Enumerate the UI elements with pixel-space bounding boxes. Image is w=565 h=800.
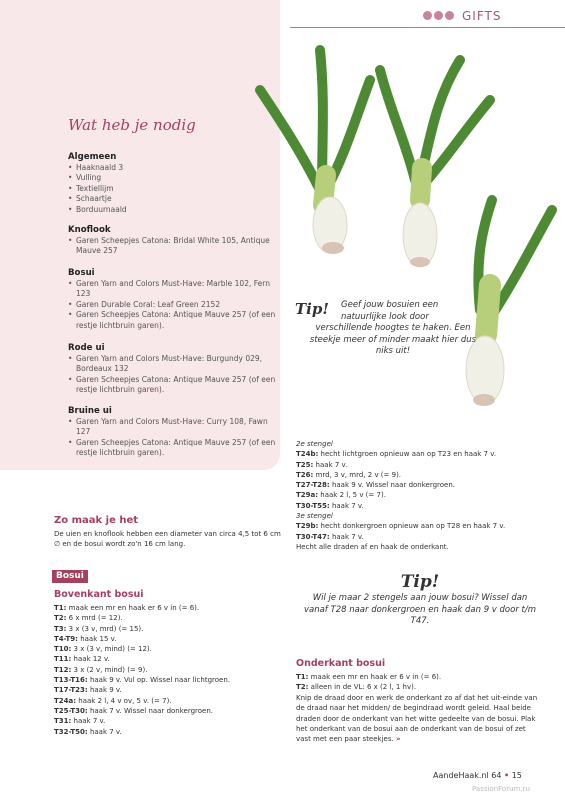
section-badge: Bosui [52,570,88,583]
instruction-row: T26: mrd, 3 v, mrd, 2 v (= 9). [296,470,402,479]
tip-text: Geef jouw bosuien een natuurlijke look door [341,300,439,322]
instruction-row: T2: alleen in de VL: 6 x (2 l, 1 hv). [296,683,417,692]
instruction-row: T12: 3 x (2 v, mind) (= 9). [54,665,148,674]
instruction-row: T25-T30: haak 7 v. Wissel naar donkergroen. [54,706,214,715]
instruction-row: T31: haak 7 v. [54,717,106,726]
instruction-row: T1: maak een mr en haak er 6 v in (= 6). [296,673,442,681]
section-label: GIFTS [462,9,502,23]
tip-word: Tip! [295,300,329,318]
materials-item: • Garen Scheepjes Catona: Bridal White 105, Antique Mauve 257 [68,236,278,257]
materials-item: • Haaknaald 3 [68,163,278,173]
materials-item: • Vulling [68,173,278,183]
materials-item: • Schaartje [68,194,278,204]
instruction-row: T11: haak 12 v. [54,655,110,664]
tip-text: Wil je maar 2 stengels aan jouw bosui? Wissel dan vanaf T28 naar donkergroen en haak dan 9 v door t/m T47. [303,593,537,626]
top-title: Bovenkant bosui [54,589,144,600]
materials-section-title: Bosui [68,268,95,278]
make-title: Zo maak je het [54,515,139,526]
tip-box-2 [300,572,540,628]
materials-item: • Garen Yarn and Colors Must-Have: Marble 102, Fern 123 [68,279,278,300]
header-dots-icon [423,11,454,20]
materials-item: • Garen Scheepjes Catona: Antique Mauve 257 (of een restje lichtbruin garen). [68,438,278,459]
header-rule [290,27,565,28]
instruction-row: T29b: hecht donkergroen opnieuw aan op T28 en haak 7 v. [296,522,506,531]
watermark: PassionForum.ru [472,785,530,793]
instruction-row: T32-T50: haak 7 v. [54,727,122,736]
materials-item: • Garen Yarn and Colors Must-Have: Burgundy 029, Bordeaux 132 [68,354,278,375]
instruction-row: T4-T9: haak 15 v. [54,634,117,643]
instruction-row: T24b: hecht lichtgroen opnieuw aan op T23 en haak 7 v. [296,450,497,459]
materials-section-title: Algemeen [68,152,117,162]
materials-section-title: Rode ui [68,343,105,353]
magazine-name: AandeHaak.nl 64 [433,771,502,780]
materials-item: • Garen Scheepjes Catona: Antique Mauve 257 (of een restje lichtbruin garen). [68,375,278,396]
bottom-paragraph: Knip de draad door en werk de onderkant zo af dat het uit-einde van de draad naar het midden/ de begindraad wordt geleid. Haal beide draden door de onderkant van het witte gedeelte van de bosui. Plak het onderkant van de bosui aan de onderkant van de bosui of zet vast met een paar steekjes. » [296,694,538,744]
instruction-row: T13-T16: haak 9 v. Vul op. Wissel naar lichtgroen. [54,676,231,685]
instruction-row: T27-T28: haak 9 v. Wissel naar donkergroen. [296,481,456,490]
materials-section-title: Knoflook [68,225,111,235]
bottom-instructions [296,672,541,693]
instruction-row: T24a: haak 2 l, 4 v ov, 5 v. (= 7). [54,696,172,705]
instruction-text: Hecht alle draden af en haak de onderkant. [296,542,449,551]
top-instructions [54,603,284,737]
instruction-row: T30-T55: haak 7 v. [296,501,364,510]
instruction-row: T2: 6 x mrd (= 12). [54,614,123,623]
tip-word: Tip! [400,572,440,592]
continue-arrow-icon: » [395,735,401,744]
instruction-row: T10: 3 x (3 v, mind) (= 12). [54,645,152,654]
stem-heading: 3e stengel [296,512,333,521]
stem-heading: 2e stengel [296,440,333,448]
make-text: De uien en knoflook hebben een diameter van circa 4,5 tot 6 cm ∅ en de bosui wordt zo'n 16 cm lang. [54,530,281,548]
bottom-title: Onderkant bosui [296,658,386,669]
spring-onions-photo [230,40,565,440]
instruction-row: T17-T23: haak 9 v. [54,686,122,695]
instruction-row: T25: haak 7 v. [296,460,348,469]
materials-item: • Garen Yarn and Colors Must-Have: Curry 108, Fawn 127 [68,417,278,438]
instruction-row: T30-T47: haak 7 v. [296,532,364,541]
page-footer: AandeHaak.nl 64 • 15 [433,771,522,780]
instruction-row: T1: maak een mr en haak er 6 v in (= 6). [54,604,200,612]
materials-title: Wat heb je nodig [68,116,196,134]
materials-item: • Textiellijm [68,184,278,194]
tip-text: verschillende hoogtes te haken. Een steekje meer of minder maakt hier dus niks uit! [309,323,477,356]
instruction-row: T29a: haak 2 l, 5 v (= 7). [296,491,386,500]
spring-onion-middle [380,60,490,267]
stem-instructions [296,439,536,552]
materials-item: • Garen Durable Coral: Leaf Green 2152 [68,300,278,310]
spring-onion-left [260,50,370,254]
materials-item: • Borduurnaald [68,205,278,215]
materials-item: • Garen Scheepjes Catona: Antique Mauve 257 (of een restje lichtbruin garen). [68,310,278,331]
materials-section-title: Bruine ui [68,406,112,416]
page-number: 15 [511,771,522,780]
instruction-row: T3: 3 x (3 v, mrd) (= 15). [54,624,144,633]
